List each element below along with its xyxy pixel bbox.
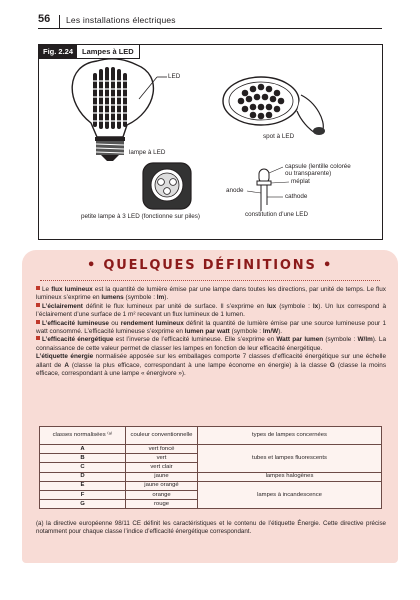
text: définit la quantité de lumière émise par une source lumineuse pour 1 watt consommé. L’efficacité lumineuse s’exprime en <box>36 319 386 336</box>
class-cell: D <box>40 472 126 481</box>
caption-anode: anode <box>226 187 244 194</box>
text: ). <box>278 328 283 336</box>
color-cell: orange <box>126 490 198 499</box>
table-row <box>40 481 382 490</box>
text: définit le flux lumineux par unité de surface. Il s’exprime en <box>82 302 267 310</box>
definitions-body <box>36 286 386 378</box>
text: (symbole : <box>276 302 313 310</box>
definition-etiquette-energie <box>36 353 386 378</box>
text: ou <box>108 319 121 327</box>
figure-led-lamps <box>38 44 383 240</box>
text: (classe la plus efficace, correspondant à une lampe économe en énergie) à la classe <box>68 361 330 369</box>
text: ). La connaissance de cette valeur permet de classer les lampes en fonction de leur efficacité énergétique. <box>36 336 387 352</box>
definitions-panel <box>22 250 398 563</box>
col-header-couleur: couleur conventionnelle <box>126 427 198 445</box>
term: lm/W <box>262 328 279 336</box>
text: ). <box>164 294 169 302</box>
term: lux <box>266 302 277 310</box>
figure-title: Lampes à LED <box>82 47 134 56</box>
running-header <box>38 15 382 29</box>
color-cell: rouge <box>126 500 198 509</box>
table-row <box>40 445 382 454</box>
header-separator <box>59 15 60 28</box>
types-cell: lampes halogènes <box>198 472 382 481</box>
bullet-square-icon <box>36 320 40 324</box>
col-header-types: types de lampes concernées <box>198 427 382 445</box>
term: L’éclairement <box>42 302 83 310</box>
definition-eclairement <box>36 303 386 320</box>
page-number: 56 <box>38 13 51 25</box>
caption-constitution: constitution d’une LED <box>245 211 309 218</box>
class-cell: A <box>40 445 126 454</box>
term: L’efficacité lumineuse <box>42 319 109 327</box>
definition-flux <box>36 286 386 303</box>
text: (classe la moins efficace, correspondant à une lampe « énergivore »). <box>36 361 387 378</box>
definition-efficacite-lumineuse <box>36 320 386 337</box>
term: lm <box>156 294 165 302</box>
term: A <box>64 361 69 369</box>
class-cell: G <box>40 500 126 509</box>
term: L’étiquette énergie <box>36 353 94 361</box>
led-component-icon <box>247 167 289 211</box>
definitions-divider <box>40 280 380 281</box>
term: lumen par watt <box>184 328 230 336</box>
types-cell: lampes à incandescence <box>198 481 382 509</box>
text: (symbole : <box>123 294 157 302</box>
caption-spot: spot à LED <box>263 133 295 140</box>
term: G <box>329 361 335 369</box>
table-header-row <box>40 427 382 445</box>
col-header-classes: classes normalisées ⁽ᵃ⁾ <box>40 427 126 445</box>
color-cell: jaune <box>126 472 198 481</box>
class-cell: C <box>40 463 126 472</box>
text: Le <box>42 286 52 293</box>
color-cell: vert clair <box>126 463 198 472</box>
bullet-square-icon <box>36 336 40 340</box>
caption-cathode: cathode <box>285 193 308 200</box>
definitions-title: • QUELQUES DÉFINITIONS • <box>86 258 334 273</box>
term: Watt par lumen <box>276 336 324 344</box>
class-cell: F <box>40 490 126 499</box>
table-footnote: (a) la directive européenne 98/11 CE définit les caractéristiques et le contenu de l’étiquette Énergie. Cette directive précise notamment pour chaque classe l’indice d’efficacité énergétique correspondant. <box>36 520 386 535</box>
caption-capsule: capsule (lentille colorée <box>285 163 351 170</box>
color-cell: vert <box>126 454 198 463</box>
class-cell: E <box>40 481 126 490</box>
term: lumens <box>101 294 124 302</box>
figure-label: Fig. 2.24 <box>39 45 77 58</box>
definition-efficacite-energetique <box>36 336 386 353</box>
term: rendement lumineux <box>120 319 184 327</box>
types-cell: tubes et lampes fluorescents <box>198 445 382 473</box>
text: (symbole : <box>323 336 358 344</box>
caption-lampe-led: lampe à LED <box>129 149 166 156</box>
text: ). Un lux correspond à l’éclairement d’une surface de 1 m² recevant un flux lumineux de 1 lumen. <box>36 302 387 319</box>
text: (symbole : <box>229 328 263 336</box>
term: flux lumineux <box>51 286 93 293</box>
led-lamps-illustration <box>39 45 384 241</box>
term: L’efficacité énergétique <box>42 336 114 344</box>
figure-title-bar <box>39 45 140 59</box>
text: est l’inverse de l’efficacité lumineuse. Elle s’exprime en <box>113 336 277 344</box>
bullet-square-icon <box>36 303 40 307</box>
three-led-lamp-icon <box>143 163 191 209</box>
running-title: Les installations électriques <box>66 15 176 25</box>
led-spot-icon <box>223 77 325 135</box>
color-cell: jaune orangé <box>126 481 198 490</box>
color-cell: vert foncé <box>126 445 198 454</box>
table-row <box>40 472 382 481</box>
term: W/lm <box>357 336 373 344</box>
caption-meplat: méplat <box>291 178 310 185</box>
text: est la quantité de lumière émise par une lampe dans toutes les directions, par unité de temps. Le flux lumineux s’exprime en <box>36 286 386 302</box>
caption-led: LED <box>168 73 181 80</box>
led-bulb-icon <box>72 59 167 161</box>
bullet-square-icon <box>36 286 40 290</box>
text: normalisée apposée sur les emballages comporte 7 classes d’efficacité énergétique sur une échelle allant de <box>36 353 387 369</box>
energy-class-table <box>39 426 382 509</box>
class-cell: B <box>40 454 126 463</box>
term: lx <box>312 302 319 310</box>
caption-petite-lampe: petite lampe à 3 LED (fonctionne sur piles) <box>81 213 201 220</box>
caption-capsule-2: ou transparente) <box>285 170 332 177</box>
